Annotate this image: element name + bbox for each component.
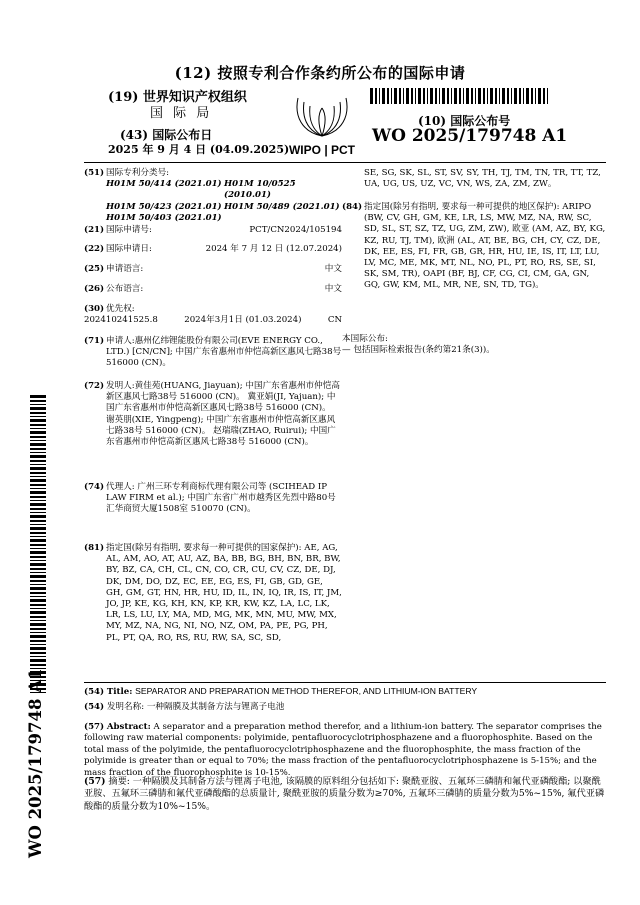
barcode-bar [30, 407, 46, 410]
barcode-bar [30, 644, 46, 645]
field-number: (26) [84, 284, 105, 294]
field-number: (51) [84, 168, 105, 178]
filing-language: 中文 [324, 264, 342, 274]
barcode-bar [30, 604, 46, 606]
organization-name: (19) 世界知识产权组织 [108, 90, 247, 105]
abstract-en-label: Abstract: [106, 722, 151, 732]
barcode-bar [30, 484, 46, 486]
barcode [370, 88, 548, 104]
barcode-bar [543, 88, 545, 104]
title-en-label: Title: [106, 687, 133, 697]
barcode-bar [30, 448, 46, 450]
barcode-bar [30, 551, 46, 554]
field-number: (22) [84, 244, 105, 254]
barcode-bar [30, 620, 46, 621]
publication-number-label: (10) 国际公布号 [418, 114, 511, 128]
header-divider [84, 162, 606, 163]
barcode-bar [406, 88, 409, 104]
field-number: (57) [84, 722, 105, 732]
field-number: (72) [84, 381, 105, 391]
barcode-bar [30, 599, 46, 602]
barcode-bar [30, 580, 46, 582]
priority-row [84, 315, 342, 326]
barcode-bar [30, 659, 46, 662]
barcode-bar [415, 88, 416, 104]
barcode-bar [394, 88, 397, 104]
barcode-bar [30, 515, 46, 518]
field-number: (84) [342, 202, 363, 212]
barcode-bar [30, 532, 46, 534]
barcode-bar [30, 491, 46, 494]
barcode-bar [547, 88, 548, 104]
barcode-bar [30, 476, 46, 477]
barcode-bar [435, 88, 437, 104]
barcode-bar [519, 88, 521, 104]
publication-date: 2025 年 9 月 4 日 (04.09.2025) [108, 143, 290, 156]
abstract-en-text: A separator and a preparation method therefor, and a lithium-ion battery. The separator comprises the following raw material components: polyimide, pentafluorocyclotriphosphazene and a fluorophosphite. Based on the total mass of the polyimide, the pentafluorocyclotriphosphazene and the fluorophosphite, the mass fraction of the polyimide is greater than or equal to 70%; the mass fraction of the pentafluorocyclotriphosphazene is 5-15%; and the mass fraction of the fluorophosphite is 10-15%. [84, 722, 602, 778]
field-number: (71) [84, 336, 105, 346]
barcode-bar [30, 428, 46, 429]
ipc-class: H01M 50/489 (2021.01) [224, 201, 340, 212]
barcode-bar [30, 488, 46, 489]
barcode-bar [471, 88, 473, 104]
abstract-en [84, 722, 606, 779]
barcode-bar [478, 88, 481, 104]
ipc-class: H01M 50/403 (2021.01) [106, 212, 222, 223]
barcode-bar [439, 88, 440, 104]
wipo-pct-logo [282, 86, 362, 158]
field-number: (57) [84, 776, 106, 787]
barcode-bar [391, 88, 392, 104]
barcode-bar [30, 563, 46, 566]
filing-date: 2024 年 7 月 12 日 (12.07.2024) [205, 244, 342, 254]
barcode-bar [30, 556, 46, 558]
barcode-bar [30, 512, 46, 513]
priority-country: CN [327, 315, 342, 326]
publication-language: 中文 [324, 284, 342, 294]
published-section [342, 334, 606, 356]
barcode-bar [463, 88, 464, 104]
barcode-bar [30, 527, 46, 530]
barcode-bar [30, 592, 46, 594]
barcode-bar [370, 88, 373, 104]
barcode-bar [30, 584, 46, 585]
barcode-bar [30, 652, 46, 654]
logo-text: WIPO | PCT [288, 143, 356, 157]
inventors: 发明人:黄佳苑(HUANG, Jiayuan); 中国广东省惠州市仲恺高新区惠风七路38号 516000 (CN)。 冀亚娟(JI, Yajuan); 中国广东省惠州市仲恺高新区惠风七路38号 516000 (CN)。 谢英朋(XIE, Yingpeng); 中国广东省惠州市仲恺高新区惠风七路38号 516000 (CN)。 赵瑞瑞(ZHAO, Ruirui); 中国广东省惠州市仲恺高新区惠风七路38号 516000 (CN)。 [106, 381, 340, 448]
barcode-bar [30, 628, 46, 630]
barcode-bar [30, 647, 46, 650]
side-publication-number: WO 2025/179748 A1 [26, 668, 45, 858]
barcode-bar [502, 88, 505, 104]
barcode-bar [30, 623, 46, 626]
field-number: (81) [84, 543, 105, 553]
barcode-bar [459, 88, 461, 104]
barcode-bar [30, 404, 46, 405]
applicant: 申请人:惠州亿纬锂能股份有限公司(EVE ENERGY CO., LTD.) [CN/CN]; 中国广东省惠州市仲恺高新区惠风七路38号 516000 (CN)。 [106, 336, 342, 369]
barcode-bar [30, 419, 46, 422]
filing-date-label: 国际申请日: [106, 244, 152, 254]
barcode-bar [427, 88, 428, 104]
document-title: (12) 按照专利合作条约所公布的国际申请 [174, 64, 466, 82]
barcode-bar [30, 500, 46, 501]
barcode-bar [30, 472, 46, 474]
title-cn [84, 702, 606, 713]
barcode-bar [411, 88, 413, 104]
title-cn-text: 发明名称: 一种隔膜及其制备方法与锂离子电池 [106, 702, 285, 712]
barcode-bar [30, 656, 46, 657]
barcode-bar [30, 632, 46, 633]
barcode-bar [30, 596, 46, 597]
barcode-bar [30, 635, 46, 638]
barcode-bar [526, 88, 529, 104]
published-label: 本国际公布: [342, 334, 388, 344]
barcode-bar [30, 395, 46, 398]
barcode-bar [475, 88, 476, 104]
barcode-bar [30, 560, 46, 561]
barcode-bar [30, 548, 46, 549]
barcode-bar [403, 88, 404, 104]
barcode-bar [30, 455, 46, 458]
barcode-bar [30, 431, 46, 434]
ipc-class: H01M 10/0525 (2010.01) [224, 179, 296, 201]
barcode-bar [495, 88, 497, 104]
application-number: PCT/CN2024/105194 [249, 225, 342, 235]
publication-number: WO 2025/179748 A1 [372, 126, 568, 146]
barcode-bar [30, 443, 46, 446]
barcode-bar [30, 568, 46, 570]
barcode-bar [511, 88, 512, 104]
barcode-bar [30, 436, 46, 438]
barcode-bar [30, 479, 46, 482]
filing-language-label: 申请语言: [106, 264, 144, 274]
barcode-bar [30, 608, 46, 609]
barcode-bar [30, 587, 46, 590]
barcode-bar [30, 664, 46, 666]
barcode-bar [30, 496, 46, 498]
publication-date-label: (43) 国际公布日 [120, 128, 213, 142]
barcode-bar [379, 88, 380, 104]
barcode-bar [30, 616, 46, 618]
barcode-bar [514, 88, 517, 104]
barcode-bar [30, 640, 46, 642]
field-number: (25) [84, 264, 105, 274]
barcode-bar [30, 440, 46, 441]
barcode-bar [30, 508, 46, 510]
barcode-bar [30, 572, 46, 573]
barcode-bar [382, 88, 385, 104]
barcode-bar [30, 424, 46, 426]
barcode-bar [30, 460, 46, 462]
agent: 代理人: 广州三环专利商标代理有限公司等 (SCIHEAD IP LAW FIRM et al.); 中国广东省广州市越秀区先烈中路80号汇华商贸大厦1508室 510070 (CN)。 [106, 482, 336, 515]
barcode-bar [30, 416, 46, 417]
field-number: (54) [84, 702, 105, 712]
barcode-bar [454, 88, 457, 104]
barcode-graphic [370, 88, 548, 104]
barcode-bar [387, 88, 389, 104]
barcode-bar [499, 88, 500, 104]
barcode-bar [30, 464, 46, 465]
barcode-bar [423, 88, 425, 104]
barcode-bar [30, 539, 46, 542]
barcode-bar [523, 88, 524, 104]
barcode-bar [30, 611, 46, 614]
barcode-bar [447, 88, 449, 104]
barcode-bar [30, 400, 46, 402]
application-number-label: 国际申请号: [106, 225, 152, 235]
barcode-bar [487, 88, 488, 104]
priority-label: 优先权: [106, 304, 135, 314]
field-number: (30) [84, 304, 105, 314]
designated-states-national: 指定国(除另有指明, 要求每一种可提供的国家保护): AE, AG, AL, AM, AO, AT, AU, AZ, BA, BB, BG, BH, BN, BR, BW, BY, BZ, CA, CH, CL, CN, CO, CR, CU, CV, CZ, DE, DJ, DK, DM, DO, DZ, EC, EE, EG, ES, FI, GB, GD, GE, GH, GM, GT, HN, HR, HU, ID, IL, IN, IQ, IR, IS, IT, JM, JO, JP, KE, KG, KH, KN, KP, KR, KW, KZ, LA, LC, LK, LR, LS, LU, LY, MA, MD, MG, MK, MN, MU, MW, MX, MY, MZ, NA, NG, NI, NO, NZ, OM, PA, PE, PG, PH, PL, PT, QA, RO, RS, RU, RW, SA, SC, SD, [106, 543, 342, 643]
abstract-cn [84, 776, 606, 813]
barcode-bar [30, 536, 46, 537]
abstract-cn-text: 摘要: 一种隔膜及其制备方法与锂离子电池, 该隔膜的原料组分包括如下: 聚酰亚胺、五氟环三磷腈和氟代亚磷酸酯; 以聚酰亚胺、五氟环三磷腈和氟代亚磷酸酯的总质量计, 聚酰亚胺的质量分数为≥70%, 五氟环三磷腈的质量分数为5%~15%, 氟代亚磷酸酯的质量分数为10%~15%。 [84, 776, 605, 812]
ipc-label: 国际专利分类号: [106, 168, 170, 178]
barcode-bar [399, 88, 401, 104]
barcode-bar [507, 88, 509, 104]
barcode-bar [30, 467, 46, 470]
barcode-bar [451, 88, 452, 104]
barcode-bar [490, 88, 493, 104]
side-barcode-graphic [30, 395, 46, 695]
barcode-bar [531, 88, 533, 104]
priority-number: 202410241525.8 [84, 315, 158, 326]
barcode-bar [430, 88, 433, 104]
field-number: (74) [84, 482, 105, 492]
barcode-bar [538, 88, 541, 104]
barcode-bar [30, 524, 46, 525]
side-barcode [30, 395, 46, 695]
title-en [84, 686, 606, 698]
title-en-text: SEPARATOR AND PREPARATION METHOD THEREFOR, AND LITHIUM-ION BATTERY [135, 686, 478, 696]
bottom-divider [84, 682, 606, 683]
published-item: — 包括国际检索报告(条约第21条(3))。 [342, 345, 495, 356]
barcode-bar [418, 88, 421, 104]
designated-states-cont-text: SE, SG, SK, SL, ST, SV, SY, TH, TJ, TM, TN, TR, TT, TZ, UA, UG, US, UZ, VC, VN, WS, ZA, ZM, ZW。 [364, 168, 601, 190]
ipc-classes [106, 179, 342, 224]
barcode-bar [483, 88, 485, 104]
barcode-bar [30, 503, 46, 506]
barcode-bar [30, 452, 46, 453]
publication-language-label: 公布语言: [106, 284, 144, 294]
barcode-bar [30, 412, 46, 414]
barcode-bar [375, 88, 377, 104]
wipo-emblem-icon [282, 86, 362, 158]
field-number: (21) [84, 225, 105, 235]
ipc-class: H01M 50/414 (2021.01) [106, 179, 222, 190]
barcode-bar [442, 88, 445, 104]
barcode-bar [535, 88, 536, 104]
barcode-bar [30, 575, 46, 578]
ipc-class: H01M 50/423 (2021.01) [106, 201, 222, 212]
barcode-bar [30, 520, 46, 522]
field-number: (54) [84, 687, 105, 697]
barcode-bar [30, 544, 46, 546]
organization-bureau: 国 际 局 [150, 106, 213, 121]
priority-date: 2024年3月1日 (01.03.2024) [184, 315, 302, 326]
designated-states-regional: 指定国(除另有指明, 要求每一种可提供的地区保护): ARIPO (BW, CV, GH, GM, KE, LR, LS, MW, MZ, NA, RW, SC, SD, SL, ST, SZ, TZ, UG, ZM, ZW), 欧亚 (AM, AZ, BY, KG, KZ, RU, TJ, TM), 欧洲 (AL, AT, BE, BG, CH, CY, CZ, DE, DK, EE, ES, FI, FR, GB, GR, HR, HU, IE, IS, IT, LT, LU, LV, MC, ME, MK, MT, NL, NO, PL, PT, RO, RS, SE, SI, SK, SM, TR), OAPI (BF, BJ, CF, CG, CI, CM, GA, GN, GQ, GW, KM, ML, MR, NE, SN, TD, TG)。 [364, 202, 606, 291]
barcode-bar [466, 88, 469, 104]
